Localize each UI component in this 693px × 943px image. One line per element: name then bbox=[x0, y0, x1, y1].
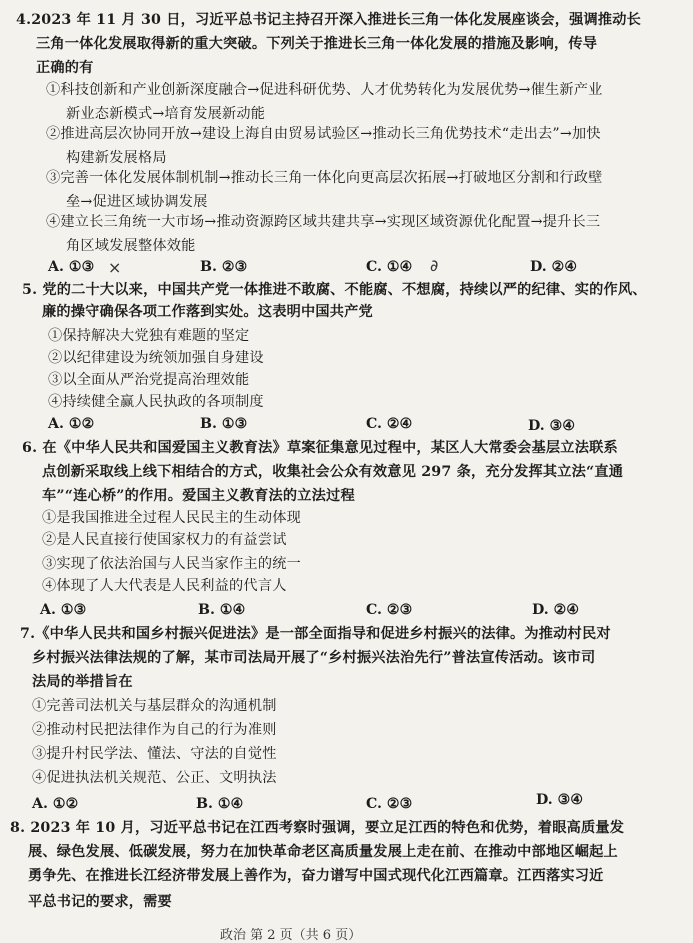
q7-option-b: B. ①④ bbox=[196, 796, 244, 812]
q5-stem-line-2: 廉的操守确保各项工作落到实处。这表明中国共产党 bbox=[42, 304, 373, 320]
handwritten-mark: ∂ bbox=[430, 256, 439, 275]
q4-item-1-cont: 新业态新模式→培育发展新动能 bbox=[66, 106, 266, 122]
q5-stem-line-1: 5. 党的二十大以来，中国共产党一体推进不敢腐、不能腐、不想腐，持续以严的纪律、实的作风、 bbox=[22, 282, 647, 298]
q6-option-c: C. ②③ bbox=[366, 602, 413, 618]
q6-option-b: B. ①④ bbox=[198, 602, 246, 618]
q4-option-a: A. ①③ bbox=[48, 259, 95, 275]
q8-stem-line-4: 平总书记的要求，需要 bbox=[28, 894, 172, 910]
q4-item-3-cont: 垒→促进区域协调发展 bbox=[66, 194, 208, 210]
q7-stem-line-2: 乡村振兴法律法规的了解，某市司法局开展了“乡村振兴法治先行”普法宣传活动。该市司 bbox=[32, 650, 596, 666]
q4-item-4-cont: 角区域发展整体效能 bbox=[66, 238, 196, 254]
q7-option-d: D. ③④ bbox=[536, 792, 584, 808]
q6-item-1: ①是我国推进全过程人民民主的生动体现 bbox=[42, 510, 301, 526]
q6-item-4: ④体现了人大代表是人民利益的代言人 bbox=[42, 578, 287, 594]
q7-item-1: ①完善司法机关与基层群众的沟通机制 bbox=[32, 698, 277, 714]
q7-item-2: ②推动村民把法律作为自己的行为准则 bbox=[32, 722, 277, 738]
q7-item-3: ③提升村民学法、懂法、守法的自觉性 bbox=[32, 746, 277, 762]
q6-stem-line-2: 点创新采取线上线下相结合的方式，收集社会公众有效意见 297 条，充分发挥其立法“直通 bbox=[42, 464, 624, 480]
q7-stem-line-3: 法局的举措旨在 bbox=[32, 674, 133, 690]
q8-stem-line-1: 8. 2023 年 10 月，习近平总书记在江西考察时强调，要立足江西的特色和优势，着眼高质量发 bbox=[10, 820, 625, 836]
q4-item-1: ①科技创新和产业创新深度融合→促进科研优势、人才优势转化为发展优势→催生新产业 bbox=[46, 82, 603, 98]
q4-option-c: C. ①④ bbox=[366, 259, 413, 275]
q5-item-1: ①保持解决大党独有难题的坚定 bbox=[48, 328, 250, 344]
q8-stem-line-3: 勇争先、在推进长江经济带发展上善作为，奋力谱写中国式现代化江西篇章。江西落实习近 bbox=[28, 868, 604, 884]
q7-stem-line-1: 7.《中华人民共和国乡村振兴促进法》是一部全面指导和促进乡村振兴的法律。为推动村民对 bbox=[20, 626, 611, 642]
handwritten-x-mark: × bbox=[108, 258, 122, 277]
q6-option-a: A. ①③ bbox=[40, 602, 87, 618]
q6-stem-line-3: 车”“连心桥”的作用。爱国主义教育法的立法过程 bbox=[42, 488, 355, 504]
q5-option-a: A. ①② bbox=[48, 416, 95, 432]
q5-option-c: C. ②④ bbox=[366, 416, 413, 432]
q8-stem-line-2: 展、绿色发展、低碳发展，努力在加快革命老区高质量发展上走在前、在推动中部地区崛起上 bbox=[28, 844, 618, 860]
q5-item-3: ③以全面从严治党提高治理效能 bbox=[48, 372, 250, 388]
q4-item-4: ④建立长三角统一大市场→推动资源跨区域共建共享→实现区域资源优化配置→提升长三 bbox=[46, 214, 601, 230]
q5-option-b: B. ①③ bbox=[200, 416, 248, 432]
q6-item-2: ②是人民直接行使国家权力的有益尝试 bbox=[42, 532, 287, 548]
page-footer: 政治 第 2 页（共 6 页） bbox=[220, 928, 362, 943]
q5-option-d: D. ③④ bbox=[528, 418, 576, 434]
q6-stem-line-1: 6. 在《中华人民共和国爱国主义教育法》草案征集意见过程中，某区人大常委会基层立法联系 bbox=[22, 440, 618, 456]
q4-item-2: ②推进高层次协同开放→建设上海自由贸易试验区→推动长三角优势技术“走出去”→加快 bbox=[46, 126, 601, 142]
q4-stem-line-1: 4.2023 年 11 月 30 日，习近平总书记主持召开深入推进长三角一体化发展座谈会，强调推动长 bbox=[16, 12, 642, 28]
q5-item-4: ④持续健全赢人民执政的各项制度 bbox=[48, 394, 264, 410]
q4-stem-line-3: 正确的有 bbox=[36, 60, 94, 76]
q6-option-d: D. ②④ bbox=[532, 602, 580, 618]
q7-item-4: ④促进执法机关规范、公正、文明执法 bbox=[32, 770, 277, 786]
q4-item-2-cont: 构建新发展格局 bbox=[66, 150, 167, 166]
q6-item-3: ③实现了依法治国与人民当家作主的统一 bbox=[42, 556, 301, 572]
q4-option-d: D. ②④ bbox=[530, 259, 578, 275]
q4-stem-line-2: 三角一体化发展取得新的重大突破。下列关于推进长三角一体化发展的措施及影响，传导 bbox=[36, 36, 598, 52]
q4-item-3: ③完善一体化发展体制机制→推动长三角一体化向更高层次拓展→打破地区分割和行政壁 bbox=[46, 170, 603, 186]
q7-option-a: A. ①② bbox=[32, 796, 79, 812]
q7-option-c: C. ②③ bbox=[366, 796, 413, 812]
q4-option-b: B. ②③ bbox=[200, 259, 248, 275]
q5-item-2: ②以纪律建设为统领加强自身建设 bbox=[48, 350, 264, 366]
